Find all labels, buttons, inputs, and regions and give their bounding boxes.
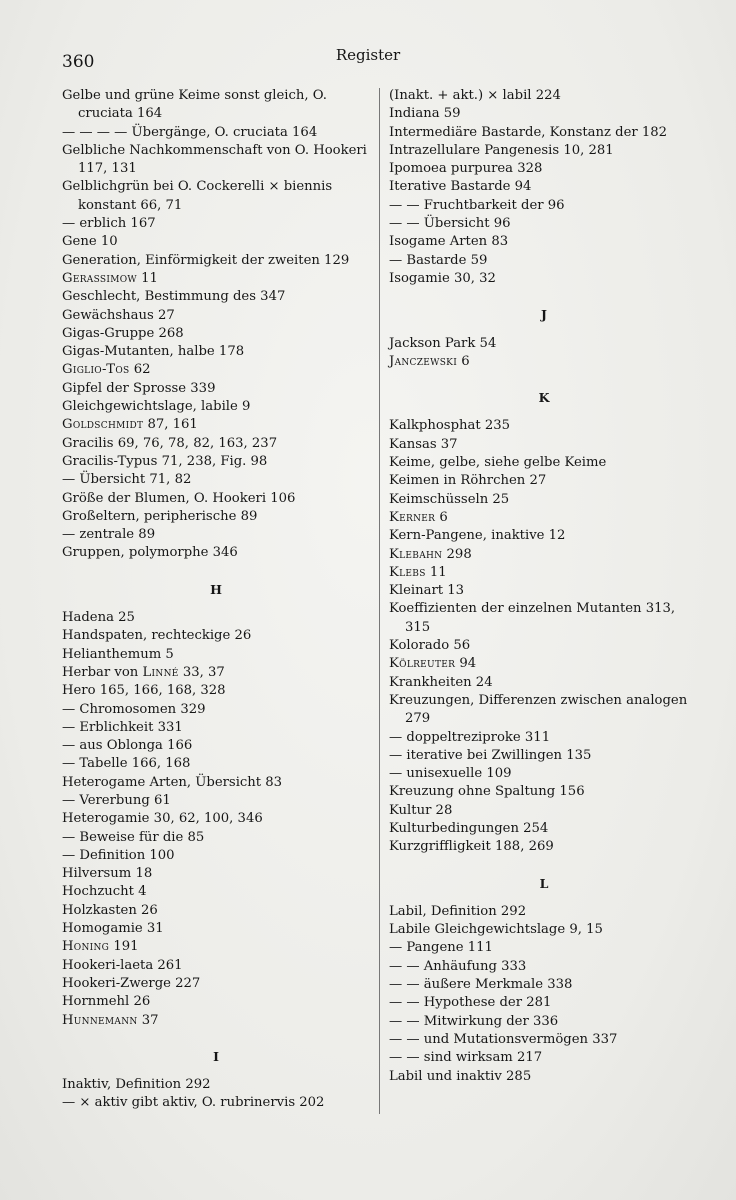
index-entry: Koeffizienten der einzelnen Mutanten 313, 315: [389, 601, 676, 635]
index-entry: — unisexuelle 109: [389, 766, 512, 782]
index-entry: Kleinart 13: [389, 583, 465, 599]
index-entry: Gracilis-Typus 71, 238, Fig. 98: [62, 453, 268, 469]
index-entry: — Bastarde 59: [389, 252, 488, 268]
section-letter: J: [541, 307, 547, 323]
index-entry: — erblich 167: [62, 216, 156, 232]
running-title: Register: [335, 46, 401, 64]
index-column-right: [389, 87, 699, 1086]
index-entry: — — äußere Merkmale 338: [389, 977, 573, 993]
index-entry: — — sind wirksam 217: [389, 1050, 543, 1066]
index-entry: Kern-Pangene, inaktive 12: [389, 528, 566, 544]
index-entry: [62, 938, 370, 956]
index-entry: — zentrale 89: [62, 527, 156, 543]
entry-pages: 94: [455, 656, 477, 672]
index-entry: Helianthemum 5: [62, 646, 174, 662]
index-entry: Kreuzungen, Differenzen zwischen analogen 279: [389, 692, 688, 727]
index-entry: Gruppen, polymorphe 346: [62, 545, 238, 561]
entry-pages: 87, 161: [143, 417, 198, 433]
index-entry: Krankheiten 24: [389, 674, 493, 690]
entry-text: Herbar von: [62, 664, 143, 680]
index-entry: Kalkphosphat 235: [389, 418, 511, 434]
index-entry: Geschlecht, Bestimmung des 347: [62, 289, 286, 305]
index-entry: Keimschüsseln 25: [389, 491, 510, 507]
index-entry: Größe der Blumen, O. Hookeri 106: [62, 490, 296, 506]
index-entry: [62, 270, 370, 288]
index-entry: [389, 353, 699, 371]
index-entry: Keime, gelbe, siehe gelbe Keime: [389, 455, 607, 471]
index-entry: Heterogamie 30, 62, 100, 346: [62, 811, 263, 827]
section-spacer: [389, 893, 699, 903]
entry-pages: 298: [442, 546, 472, 562]
index-entry: Kreuzung ohne Spaltung 156: [389, 784, 585, 800]
author-name: Giglio-Tos: [62, 362, 130, 378]
index-entry: Gigas-Mutanten, halbe 178: [62, 344, 245, 360]
index-entry: (Inakt. + akt.) × labil 224: [389, 88, 561, 103]
section-spacer: [389, 407, 699, 417]
section-letter: H: [210, 581, 222, 597]
section-spacer: [389, 371, 699, 389]
author-name: Honing: [62, 939, 110, 955]
index-entry: Indiana 59: [389, 106, 461, 122]
index-entry: Gelbe und grüne Keime sonst gleich, O. cruciata 164: [62, 88, 327, 122]
section-spacer: [62, 1066, 370, 1076]
author-name: Gerassimow: [62, 270, 137, 286]
author-name: Klebs: [389, 564, 426, 580]
index-entry: [389, 509, 699, 527]
section-spacer: [62, 599, 370, 609]
index-entry: Heterogame Arten, Übersicht 83: [62, 774, 283, 790]
index-entry: Homogamie 31: [62, 921, 164, 937]
author-name: Janczewski: [389, 353, 458, 369]
index-entry: [389, 564, 699, 582]
index-entry: Jackson Park 54: [389, 335, 497, 351]
index-entry: Hero 165, 166, 168, 328: [62, 683, 226, 699]
index-entry: — Beweise für die 85: [62, 829, 205, 845]
section-letter: I: [213, 1048, 219, 1064]
entry-pages: 62: [129, 362, 151, 378]
author-name: Kerner: [389, 509, 436, 525]
index-entry: Gracilis 69, 76, 78, 82, 163, 237: [62, 435, 278, 451]
index-entry: — Definition 100: [62, 847, 175, 863]
author-name: Klebahn: [389, 546, 443, 562]
entry-pages: 11: [425, 564, 447, 580]
index-entry: — doppeltreziproke 311: [389, 729, 551, 745]
index-column-left: [62, 87, 370, 1113]
index-entry: Kulturbedingungen 254: [389, 820, 549, 836]
index-entry: Gigas-Gruppe 268: [62, 325, 184, 341]
entry-pages: 6: [457, 353, 470, 369]
index-entry: Keimen in Röhrchen 27: [389, 473, 547, 489]
index-entry: — — Übersicht 96: [389, 216, 511, 232]
entry-pages: 6: [435, 509, 448, 525]
index-entry: Gipfel der Sprosse 339: [62, 380, 216, 396]
index-entry: Gewächshaus 27: [62, 307, 175, 323]
section-spacer: [62, 563, 370, 581]
index-entry: Hookeri-Zwerge 227: [62, 975, 201, 991]
index-entry: — iterative bei Zwillingen 135: [389, 747, 592, 763]
index-entry: Labil und inaktiv 285: [389, 1068, 532, 1084]
index-entry: [62, 416, 370, 434]
index-entry: Kultur 28: [389, 802, 453, 818]
index-entry: Holzkasten 26: [62, 902, 158, 918]
author-name: Linné: [142, 664, 179, 680]
index-entry: [62, 361, 370, 379]
index-entry: Handspaten, rechteckige 26: [62, 628, 252, 644]
entry-pages: 11: [136, 270, 158, 286]
author-name: Kölreuter: [389, 656, 456, 672]
index-entry: Isogame Arten 83: [389, 234, 509, 250]
index-entry: — Erblichkeit 331: [62, 719, 183, 735]
index-entry: — × aktiv gibt aktiv, O. rubrinervis 202: [62, 1095, 325, 1111]
index-entry: — — — — Übergänge, O. cruciata 164: [62, 124, 318, 140]
index-entry: — — Anhäufung 333: [389, 958, 527, 974]
index-entry: Hookeri-laeta 261: [62, 957, 183, 973]
index-entry: Kansas 37: [389, 436, 458, 452]
index-entry: Gelbliche Nachkommenschaft von O. Hookeri 117, 131: [62, 142, 367, 177]
index-entry: Generation, Einförmigkeit der zweiten 129: [62, 252, 350, 268]
index-entry: Hochzucht 4: [62, 884, 147, 900]
index-entry: — — Mitwirkung der 336: [389, 1013, 559, 1029]
entry-pages: 191: [109, 939, 139, 955]
entry-pages: 33, 37: [178, 664, 225, 680]
index-entry: Iterative Bastarde 94: [389, 179, 532, 195]
index-entry: — — Fruchtbarkeit der 96: [389, 197, 565, 213]
index-entry: Ipomoea purpurea 328: [389, 161, 543, 177]
index-entry: [389, 655, 699, 673]
index-entry: Hornmehl 26: [62, 994, 151, 1010]
index-entry: Labile Gleichgewichtslage 9, 15: [389, 922, 603, 938]
section-letter: L: [539, 875, 549, 891]
index-entry: — Tabelle 166, 168: [62, 756, 191, 772]
section-spacer: [62, 1030, 370, 1048]
index-entry: Labil, Definition 292: [389, 903, 527, 919]
index-entry: Intrazellulare Pangenesis 10, 281: [389, 142, 614, 158]
page-number: 360: [62, 52, 95, 72]
index-entry: Großeltern, peripherische 89: [62, 508, 258, 524]
index-entry: — Übersicht 71, 82: [62, 472, 192, 488]
index-entry: — Pangene 111: [389, 940, 493, 956]
index-entry: [62, 1012, 370, 1030]
index-entry: — — und Mutationsvermögen 337: [389, 1031, 618, 1047]
index-entry: — Chromosomen 329: [62, 701, 206, 717]
index-entry: Kurzgriffligkeit 188, 269: [389, 839, 554, 855]
index-entry: — — Hypothese der 281: [389, 995, 552, 1011]
section-letter: K: [538, 390, 550, 406]
index-entry: Gelblichgrün bei O. Cockerelli × biennis konstant 66, 71: [62, 179, 333, 213]
index-entry: — Vererbung 61: [62, 792, 171, 808]
section-spacer: [389, 857, 699, 875]
index-entry: [62, 664, 370, 682]
author-name: Hunnemann: [62, 1012, 138, 1028]
index-entry: Inaktiv, Definition 292: [62, 1077, 211, 1093]
index-entry: Gene 10: [62, 234, 118, 250]
section-spacer: [389, 288, 699, 306]
index-entry: [389, 546, 699, 564]
index-entry: Isogamie 30, 32: [389, 270, 496, 286]
section-spacer: [389, 325, 699, 335]
entry-pages: 37: [137, 1012, 159, 1028]
index-entry: Kolorado 56: [389, 638, 471, 654]
index-entry: Hilversum 18: [62, 866, 153, 882]
index-entry: Gleichgewichtslage, labile 9: [62, 399, 251, 415]
column-divider: [379, 88, 380, 1114]
index-entry: Intermediäre Bastarde, Konstanz der 182: [389, 124, 668, 140]
index-entry: — aus Oblonga 166: [62, 738, 193, 754]
author-name: Goldschmidt: [62, 417, 144, 433]
index-entry: Hadena 25: [62, 610, 135, 626]
